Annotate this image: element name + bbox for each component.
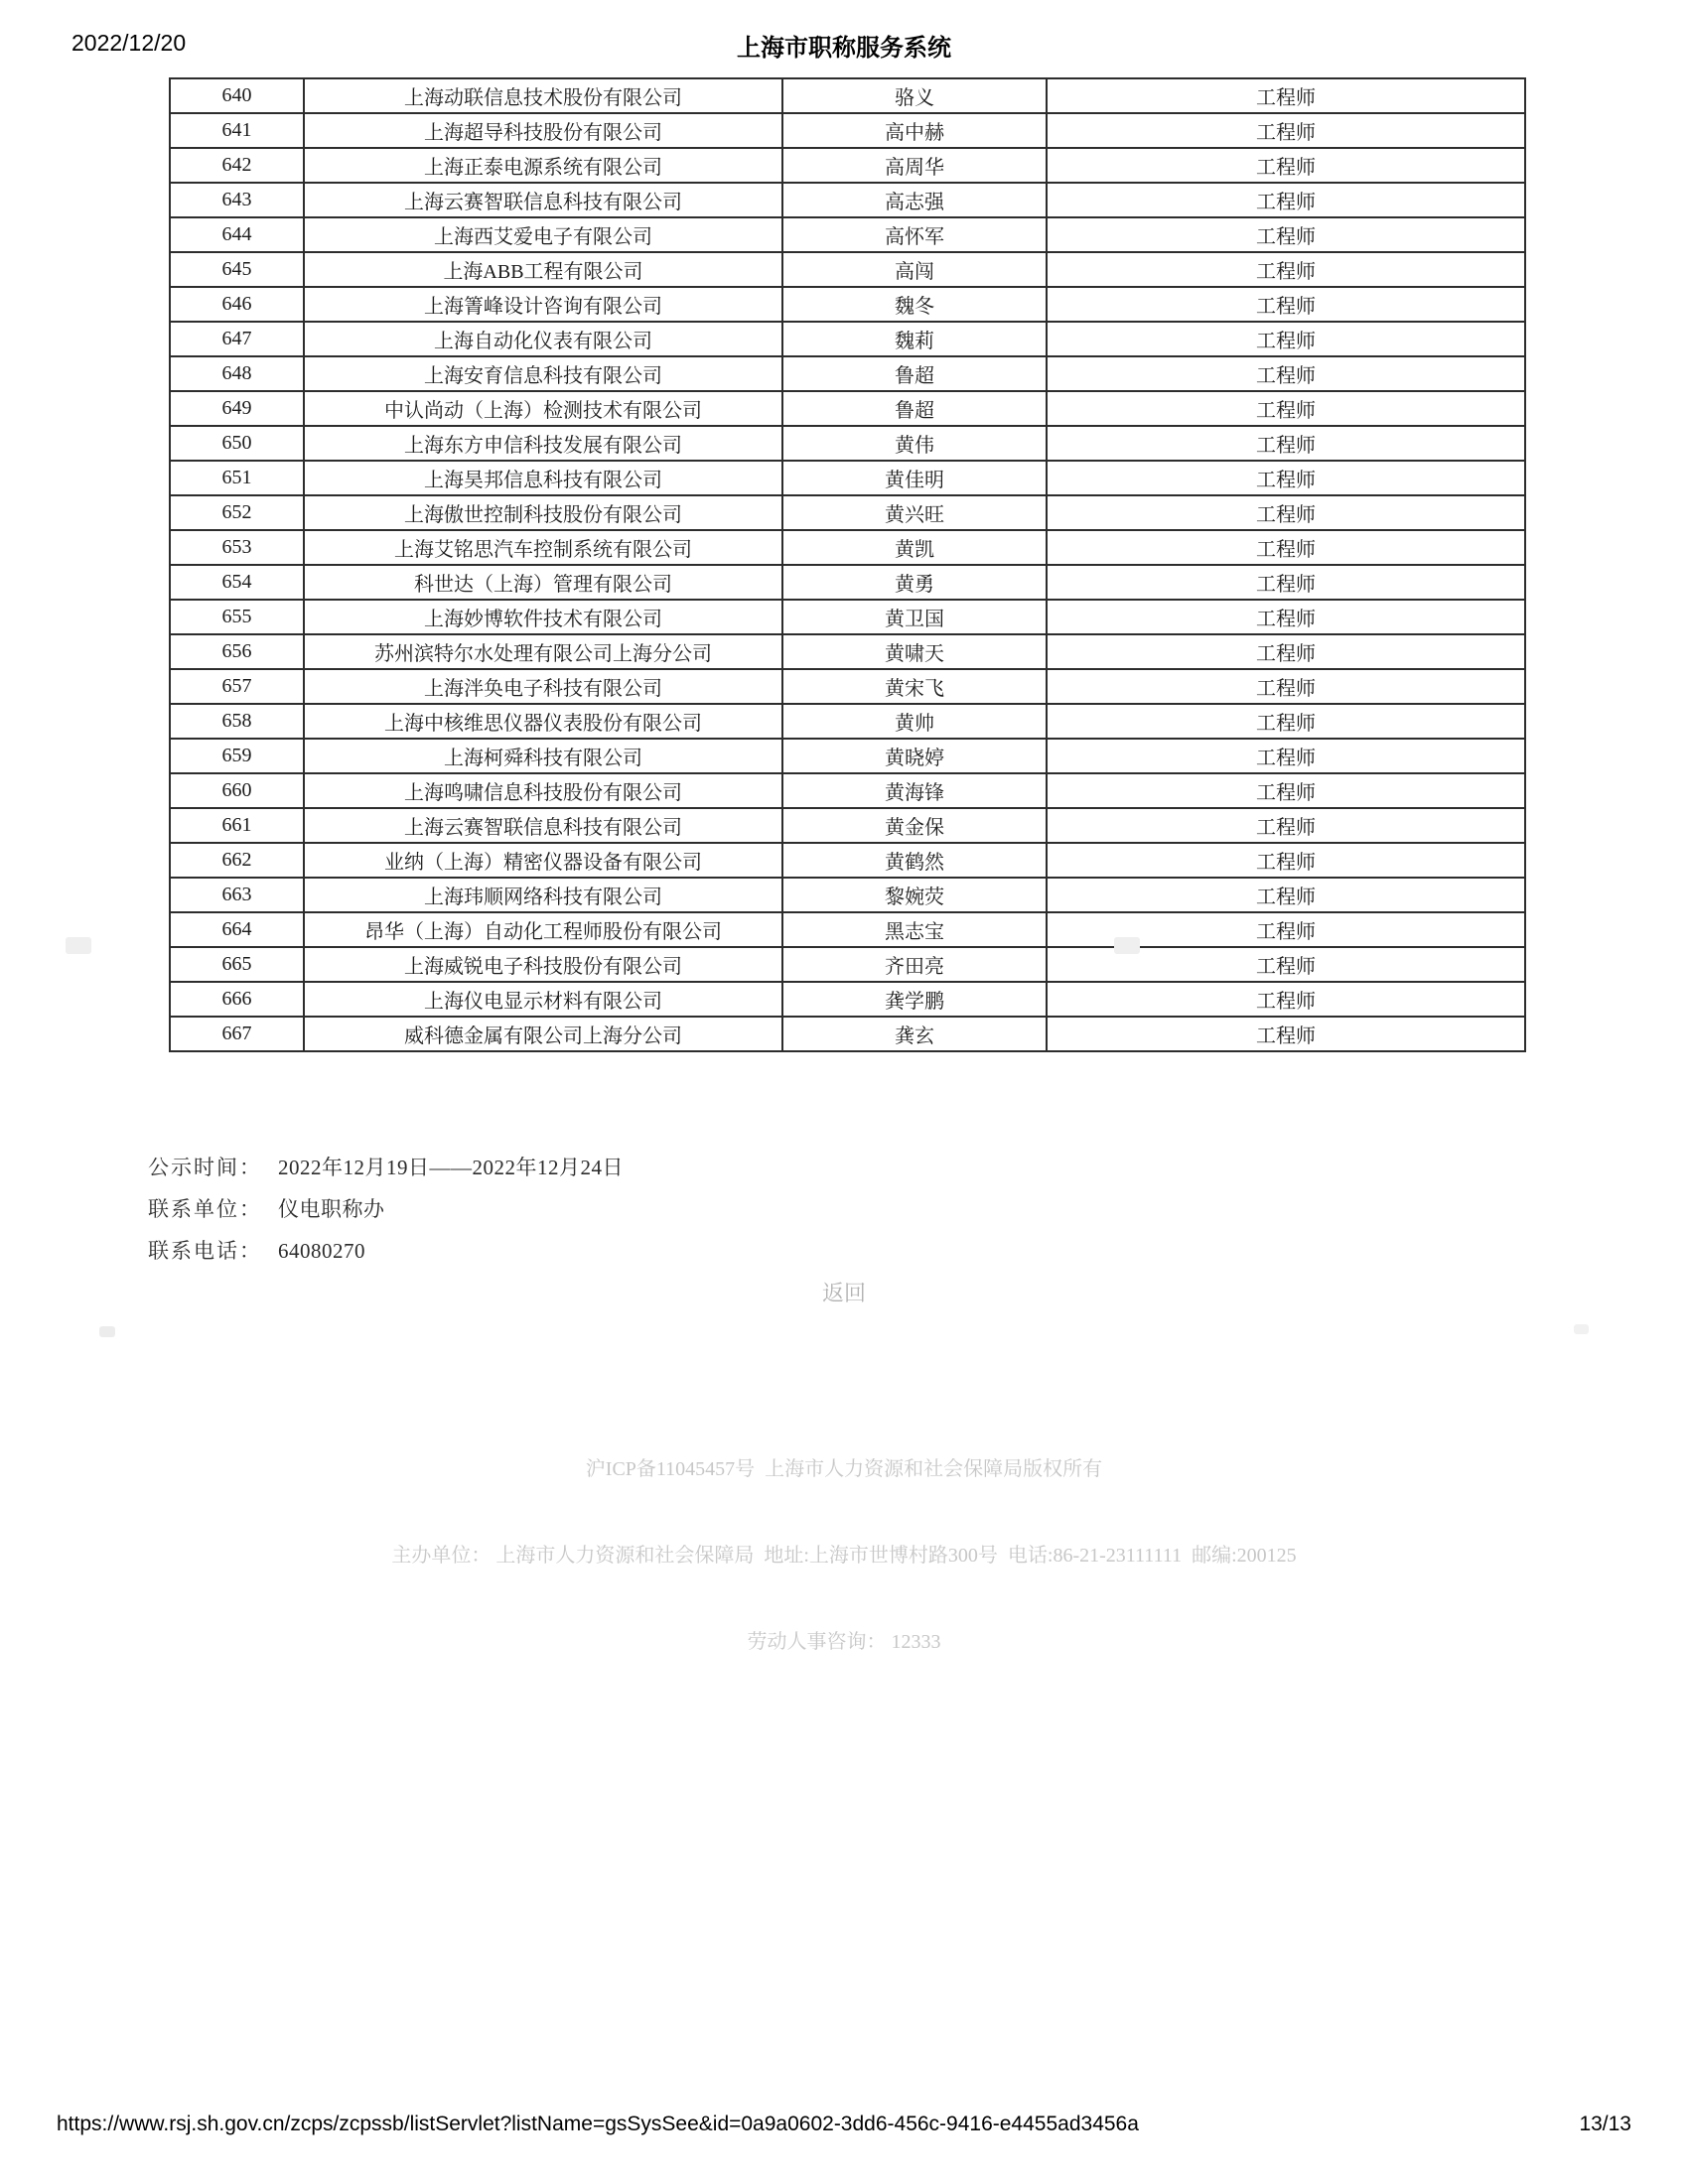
cell-title: 工程师 xyxy=(1047,808,1525,843)
cell-company: 威科德金属有限公司上海分公司 xyxy=(304,1017,782,1051)
site-footer xyxy=(0,1398,1688,1686)
print-date: 2022/12/20 xyxy=(71,30,187,56)
cell-person: 高周华 xyxy=(782,148,1047,183)
cell-no: 651 xyxy=(170,461,304,495)
cell-title: 工程师 xyxy=(1047,252,1525,287)
cell-company: 上海超导科技股份有限公司 xyxy=(304,113,782,148)
publicity-period-value: 2022年12月19日——2022年12月24日 xyxy=(278,1156,624,1179)
contact-phone-line xyxy=(148,1230,624,1272)
contact-phone-label: 联系电话： xyxy=(148,1239,262,1263)
cell-person: 黄金保 xyxy=(782,808,1047,843)
cell-company: 上海东方申信科技发展有限公司 xyxy=(304,426,782,461)
cell-title: 工程师 xyxy=(1047,530,1525,565)
cell-title: 工程师 xyxy=(1047,287,1525,322)
cell-person: 黎婉荧 xyxy=(782,878,1047,912)
cell-company: 上海ABB工程有限公司 xyxy=(304,252,782,287)
cell-title: 工程师 xyxy=(1047,982,1525,1017)
table-row xyxy=(170,704,1525,739)
table-row xyxy=(170,322,1525,356)
cell-company: 上海柯舜科技有限公司 xyxy=(304,739,782,773)
table-row xyxy=(170,183,1525,217)
cell-title: 工程师 xyxy=(1047,322,1525,356)
cell-company: 上海玮顺网络科技有限公司 xyxy=(304,878,782,912)
cell-company: 昂华（上海）自动化工程师股份有限公司 xyxy=(304,912,782,947)
cell-title: 工程师 xyxy=(1047,773,1525,808)
cell-title: 工程师 xyxy=(1047,843,1525,878)
print-url: https://www.rsj.sh.gov.cn/zcps/zcpssb/listServlet?listName=gsSysSee&id=0a9a0602-3dd6-456c-9416-e4455ad3456a xyxy=(57,2113,1139,2135)
cell-person: 龚玄 xyxy=(782,1017,1047,1051)
cell-no: 657 xyxy=(170,669,304,704)
cell-person: 黄兴旺 xyxy=(782,495,1047,530)
cell-company: 业纳（上海）精密仪器设备有限公司 xyxy=(304,843,782,878)
cell-title: 工程师 xyxy=(1047,148,1525,183)
cell-no: 661 xyxy=(170,808,304,843)
cell-company: 上海艾铭思汽车控制系统有限公司 xyxy=(304,530,782,565)
cell-person: 魏莉 xyxy=(782,322,1047,356)
cell-no: 653 xyxy=(170,530,304,565)
cell-person: 高怀军 xyxy=(782,217,1047,252)
cell-company: 科世达（上海）管理有限公司 xyxy=(304,565,782,600)
cell-title: 工程师 xyxy=(1047,356,1525,391)
table-row xyxy=(170,148,1525,183)
cell-title: 工程师 xyxy=(1047,1017,1525,1051)
table-row xyxy=(170,912,1525,947)
cell-title: 工程师 xyxy=(1047,495,1525,530)
cell-person: 黑志宝 xyxy=(782,912,1047,947)
table-row xyxy=(170,982,1525,1017)
cell-person: 黄佳明 xyxy=(782,461,1047,495)
notice-block xyxy=(148,1147,624,1272)
cell-no: 644 xyxy=(170,217,304,252)
cell-no: 641 xyxy=(170,113,304,148)
publicity-period-line xyxy=(148,1147,624,1188)
table-row xyxy=(170,113,1525,148)
cell-title: 工程师 xyxy=(1047,217,1525,252)
cell-title: 工程师 xyxy=(1047,426,1525,461)
cell-title: 工程师 xyxy=(1047,704,1525,739)
table-row xyxy=(170,391,1525,426)
cell-no: 656 xyxy=(170,634,304,669)
cell-company: 上海仪电显示材料有限公司 xyxy=(304,982,782,1017)
cell-company: 苏州滨特尔水处理有限公司上海分公司 xyxy=(304,634,782,669)
cell-person: 黄勇 xyxy=(782,565,1047,600)
cell-no: 658 xyxy=(170,704,304,739)
table-row xyxy=(170,947,1525,982)
cell-title: 工程师 xyxy=(1047,739,1525,773)
contact-unit-label: 联系单位： xyxy=(148,1197,262,1221)
title-table-body xyxy=(170,78,1525,1051)
cell-title: 工程师 xyxy=(1047,461,1525,495)
cell-no: 667 xyxy=(170,1017,304,1051)
cell-company: 上海自动化仪表有限公司 xyxy=(304,322,782,356)
cell-person: 鲁超 xyxy=(782,391,1047,426)
cell-company: 上海安育信息科技有限公司 xyxy=(304,356,782,391)
cell-person: 鲁超 xyxy=(782,356,1047,391)
cell-person: 齐田亮 xyxy=(782,947,1047,982)
cell-company: 上海鸣啸信息科技股份有限公司 xyxy=(304,773,782,808)
cell-no: 645 xyxy=(170,252,304,287)
cell-person: 高中赫 xyxy=(782,113,1047,148)
table-row xyxy=(170,600,1525,634)
cell-title: 工程师 xyxy=(1047,669,1525,704)
cell-company: 上海妙博软件技术有限公司 xyxy=(304,600,782,634)
cell-no: 650 xyxy=(170,426,304,461)
labor-consult-line: 劳动人事咨询： 12333 xyxy=(747,1631,941,1653)
table-row xyxy=(170,843,1525,878)
cell-title: 工程师 xyxy=(1047,878,1525,912)
cell-no: 646 xyxy=(170,287,304,322)
table-row xyxy=(170,461,1525,495)
cell-person: 黄宋飞 xyxy=(782,669,1047,704)
table-row xyxy=(170,878,1525,912)
cell-person: 骆义 xyxy=(782,78,1047,113)
back-link[interactable]: 返回 xyxy=(821,1281,866,1305)
page-title: 上海市职称服务系统 xyxy=(737,35,951,62)
cell-person: 黄啸天 xyxy=(782,634,1047,669)
cell-no: 659 xyxy=(170,739,304,773)
cell-no: 665 xyxy=(170,947,304,982)
table-row xyxy=(170,669,1525,704)
icp-copyright-line: 沪ICP备11045457号 上海市人力资源和社会保障局版权所有 xyxy=(585,1458,1103,1480)
cell-company: 上海云赛智联信息科技有限公司 xyxy=(304,808,782,843)
cell-no: 643 xyxy=(170,183,304,217)
cell-no: 655 xyxy=(170,600,304,634)
cell-person: 黄海锋 xyxy=(782,773,1047,808)
page-number: 13/13 xyxy=(1579,2113,1631,2135)
cell-title: 工程师 xyxy=(1047,912,1525,947)
cell-no: 648 xyxy=(170,356,304,391)
cell-person: 龚学鹏 xyxy=(782,982,1047,1017)
cell-company: 上海正泰电源系统有限公司 xyxy=(304,148,782,183)
cell-title: 工程师 xyxy=(1047,947,1525,982)
cell-company: 上海昊邦信息科技有限公司 xyxy=(304,461,782,495)
cell-title: 工程师 xyxy=(1047,113,1525,148)
table-row xyxy=(170,78,1525,113)
cell-person: 黄晓婷 xyxy=(782,739,1047,773)
watermark-icon xyxy=(1114,937,1140,954)
table-row xyxy=(170,773,1525,808)
table-row xyxy=(170,252,1525,287)
cell-company: 上海西艾爱电子有限公司 xyxy=(304,217,782,252)
cell-company: 上海动联信息技术股份有限公司 xyxy=(304,78,782,113)
cell-person: 黄伟 xyxy=(782,426,1047,461)
cell-no: 640 xyxy=(170,78,304,113)
table-row xyxy=(170,356,1525,391)
cell-person: 黄帅 xyxy=(782,704,1047,739)
cell-no: 647 xyxy=(170,322,304,356)
table-row xyxy=(170,1017,1525,1051)
cell-title: 工程师 xyxy=(1047,565,1525,600)
table-row xyxy=(170,634,1525,669)
cell-no: 649 xyxy=(170,391,304,426)
cell-person: 黄卫国 xyxy=(782,600,1047,634)
cell-title: 工程师 xyxy=(1047,600,1525,634)
cell-person: 高闯 xyxy=(782,252,1047,287)
cell-company: 上海泮奂电子科技有限公司 xyxy=(304,669,782,704)
contact-unit-line xyxy=(148,1188,624,1230)
table-row xyxy=(170,530,1525,565)
watermark-icon xyxy=(99,1326,115,1337)
watermark-icon xyxy=(66,937,91,954)
watermark-icon xyxy=(1574,1324,1589,1334)
contact-unit-value: 仪电职称办 xyxy=(278,1197,385,1221)
table-row xyxy=(170,739,1525,773)
cell-no: 642 xyxy=(170,148,304,183)
cell-company: 上海威锐电子科技股份有限公司 xyxy=(304,947,782,982)
cell-title: 工程师 xyxy=(1047,78,1525,113)
cell-company: 上海中核维思仪器仪表股份有限公司 xyxy=(304,704,782,739)
cell-person: 黄鹤然 xyxy=(782,843,1047,878)
cell-no: 652 xyxy=(170,495,304,530)
cell-company: 上海箐峰设计咨询有限公司 xyxy=(304,287,782,322)
cell-no: 662 xyxy=(170,843,304,878)
table-row xyxy=(170,426,1525,461)
cell-no: 664 xyxy=(170,912,304,947)
cell-person: 高志强 xyxy=(782,183,1047,217)
table-row xyxy=(170,808,1525,843)
table-row xyxy=(170,217,1525,252)
cell-company: 上海云赛智联信息科技有限公司 xyxy=(304,183,782,217)
cell-no: 663 xyxy=(170,878,304,912)
cell-no: 660 xyxy=(170,773,304,808)
cell-no: 654 xyxy=(170,565,304,600)
cell-person: 黄凯 xyxy=(782,530,1047,565)
cell-title: 工程师 xyxy=(1047,634,1525,669)
cell-company: 中认尚动（上海）检测技术有限公司 xyxy=(304,391,782,426)
host-address-line: 主办单位： 上海市人力资源和社会保障局 地址:上海市世博村路300号 电话:86-21-23111111 邮编:200125 xyxy=(391,1545,1297,1567)
table-row xyxy=(170,495,1525,530)
cell-title: 工程师 xyxy=(1047,183,1525,217)
title-publicity-table xyxy=(169,77,1526,1052)
contact-phone-value: 64080270 xyxy=(278,1239,365,1263)
table-row xyxy=(170,287,1525,322)
cell-person: 魏冬 xyxy=(782,287,1047,322)
cell-no: 666 xyxy=(170,982,304,1017)
table-row xyxy=(170,565,1525,600)
cell-company: 上海傲世控制科技股份有限公司 xyxy=(304,495,782,530)
publicity-period-label: 公示时间： xyxy=(148,1156,262,1179)
cell-title: 工程师 xyxy=(1047,391,1525,426)
